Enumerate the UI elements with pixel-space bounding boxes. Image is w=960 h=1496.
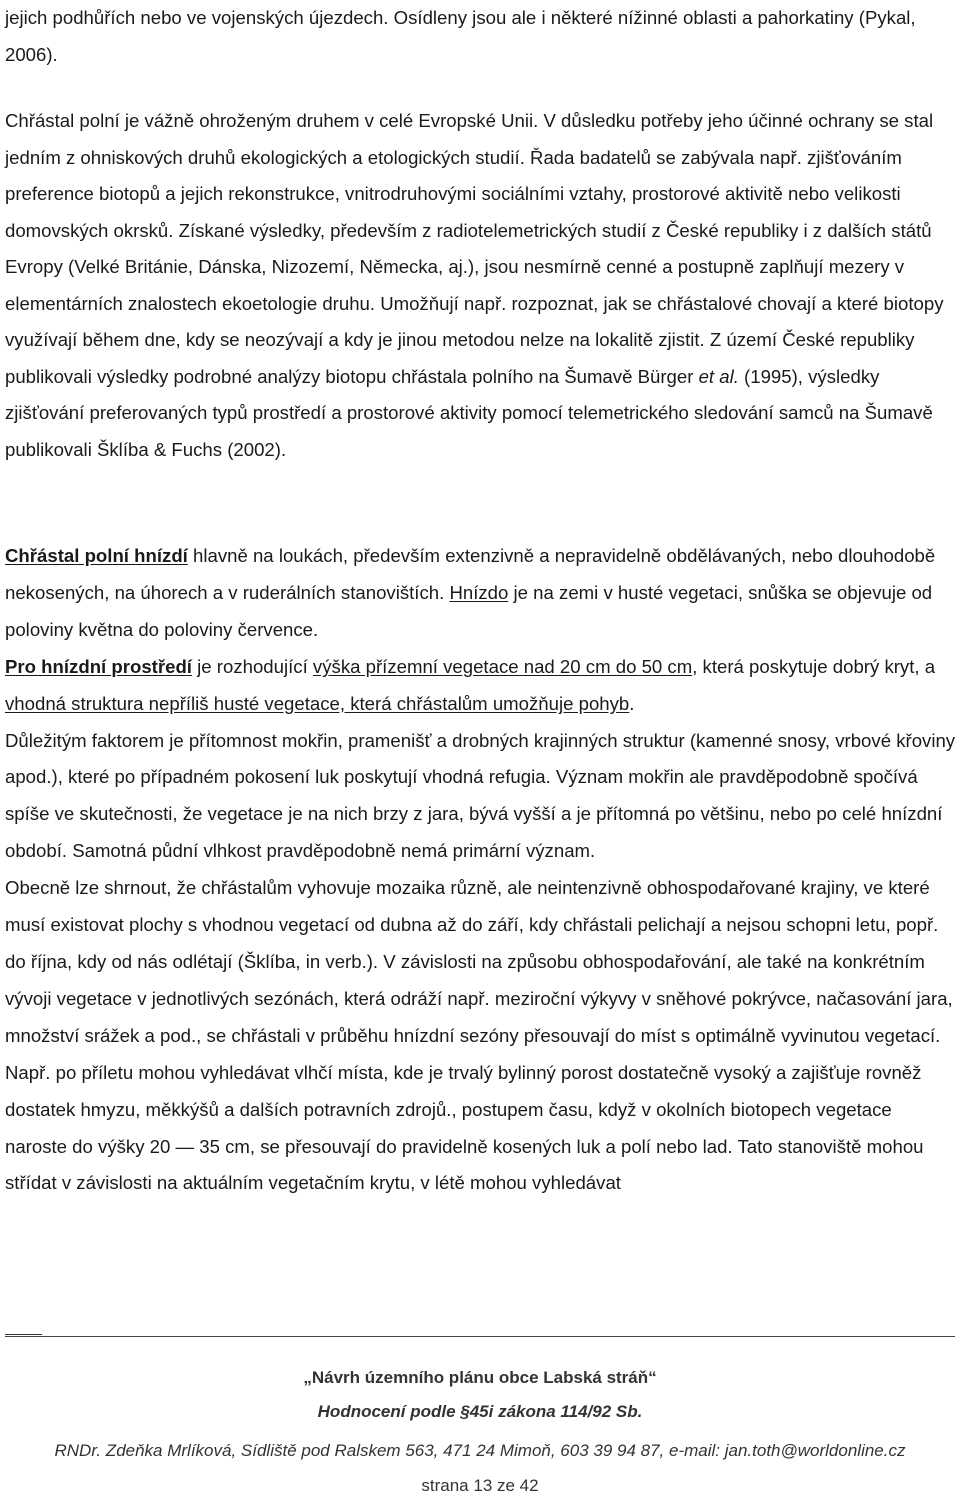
research-text-a: Chřástal polní je vážně ohroženým druhem v celé Evropské Unii. V důsledku potřeby jeho účinné ochrany se stal jedním z ohniskových druhů ekologických a etologických studií. Řada badatelů se zabývala např. zjišťováním preference biotopů a jejich rekonstrukce, vnitrodruhovými sociálními vztahy, prostorové aktivitě nebo velikosti domovských okrsků. Získané výsledky, především z radiotelemetrických studií z České republiky i z dalších států Evropy (Velké Británie, Dánska, Nizozemí, Německa, aj.), jsou nesmírně cenné a postupně zaplňují mezery v elementárních znalostech ekoetologie druhu. Umožňují např. rozpoznat, jak se chřástalové chovají a které biotopy využívají během dne, kdy se neozývají a kdy je jinou metodou nelze na lokalitě zjistit. Z území České republiky publikovali výsledky podrobné analýzy biotopu chřástala polního na Šumavě Bürger [5, 110, 944, 387]
underlined-term-prostredi: Pro hnízdní prostředí [5, 655, 192, 677]
underlined-term-hnizdo: Hnízdo [449, 581, 509, 603]
underlined-term-vyska: výška přízemní vegetace nad 20 cm do 50 cm [312, 655, 693, 677]
paragraph-research [5, 103, 957, 468]
paragraph-nesting [5, 538, 957, 1202]
nesting-sentence-1 [5, 538, 957, 649]
research-text-b: (1995), výsledky zjišťování preferovaných typů prostředí a prostorové aktivity pomocí telemetrického sledování samců na Šumavě publikovali Šklíba & Fuchs (2002). [5, 365, 933, 460]
nesting-text: je rozhodující [191, 655, 313, 677]
nesting-text: hlavně na loukách, především extenzivně a nepravidelně obdělávaných, nebo dlouhodobě nekosených, na úhorech a v ruderálních stanovištích. [5, 545, 936, 603]
nesting-text: , která poskytuje dobrý kryt, a [692, 655, 936, 677]
nesting-sentence-summary: Obecně lze shrnout, že chřástalům vyhovuje mozaika různě, ale neintenzivně obhospodařované krajiny, ve které musí existovat plochy s vhodnou vegetací od dubna až do září, kdy chřástali pelichají a nejsou schopni letu, popř. do října, kdy od nás odlétají (Šklíba, in verb.). V závislosti na způsobu obhospodařování, ale také na konkrétním vývoji vegetace v jednotlivých sezónách, která odráží např. meziroční výkyvy v sněhové pokrývce, načasování jara, množství srážek a pod., se chřástali v průběhu hnízdní sezóny přesouvají do míst s optimálně vyvinutou vegetací. Např. po příletu mohou vyhledávat vlhčí místa, kde je trvalý bylinný porost dostatečně vysoký a zajišťuje rovněž dostatek hmyzu, měkkýšů a dalších potravních zdrojů., postupem času, když v okolních biotopech vegetace naroste do výšky 20 — 35 cm, se přesouvají do pravidelně kosených luk a polí nebo lad. Tato stanoviště mohou střídat v závislosti na aktuálním vegetačním krytu, v létě mohou vyhledávat [5, 877, 953, 1194]
footnote-rule [5, 1334, 42, 1335]
et-al-italic: et al. [698, 365, 739, 387]
footer-contact: RNDr. Zdeňka Mrlíková, Sídliště pod Ralskem 563, 471 24 Mimoň, 603 39 94 87, e-mail: jan.toth@worldonline.cz [54, 1441, 906, 1460]
nesting-sentence-wetlands: Důležitým faktorem je přítomnost mokřin, pramenišť a drobných krajinných struktur (kamenné snosy, vrbové křoviny apod.), které po případném pokosení luk poskytují vhodná refugia. Význam mokřin ale pravděpodobně spočívá spíše ve skutečnosti, že vegetace je na nich brzy z jara, bývá vyšší a je přítomná po většinu, nebo po celé hnízdní období. Samotná půdní vlhkost pravděpodobně nemá primární význam. [5, 729, 956, 862]
page-number: strana 13 ze 42 [421, 1476, 539, 1495]
footer-title: „Návrh územního plánu obce Labská stráň“ [303, 1368, 657, 1387]
underlined-term-hnizdi: Chřástal polní hnízdí [5, 545, 188, 566]
underlined-term-struktura: vhodná struktura nepříliš husté vegetace, která chřástalům umožňuje pohyb [5, 692, 630, 714]
paragraph-text [5, 103, 957, 468]
footer-divider [5, 1336, 955, 1337]
paragraph-intro [5, 0, 957, 73]
nesting-text: . [629, 692, 635, 714]
nesting-text: je na zemi v husté vegetaci, snůška se objevuje od poloviny května do poloviny července. [5, 581, 933, 640]
nesting-sentence-habitat [5, 649, 957, 723]
paragraph-text: jejich podhůřích nebo ve vojenských újezdech. Osídleny jsou ale i některé nížinné oblasti a pahorkatiny (Pykal, 2006). [5, 7, 916, 65]
footer-subtitle: Hodnocení podle §45i zákona 114/92 Sb. [317, 1402, 643, 1421]
